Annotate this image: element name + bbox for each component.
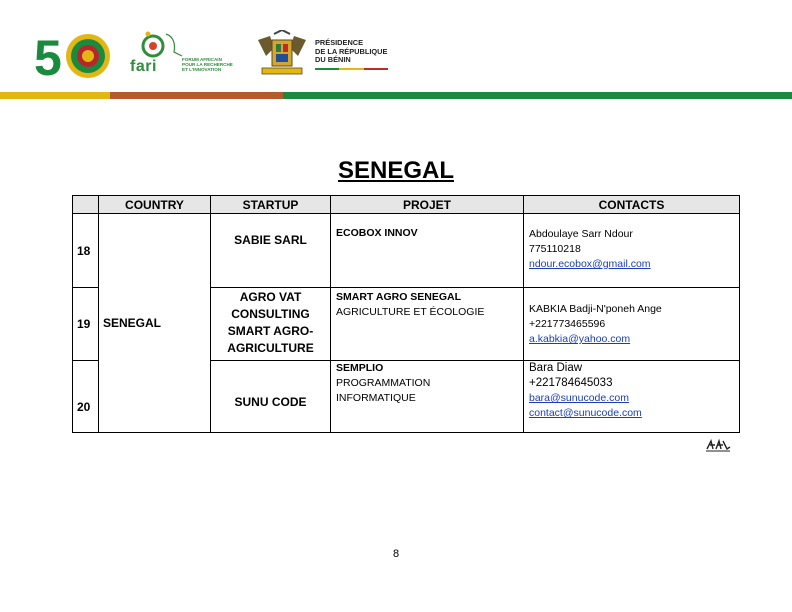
fari-tagline: FORUM AFRICAIN POUR LA RECHERCHE ET L'INNOVATION (182, 57, 233, 73)
projet-name: ECOBOX INNOV (336, 227, 418, 239)
contact-name: Bara Diaw (529, 362, 583, 374)
presidency-flag-bar (315, 68, 388, 70)
contact-phone: 775110218 (529, 243, 581, 255)
projet-description: INFORMATIQUE (336, 392, 416, 404)
startup-table (72, 195, 740, 433)
header-stripe-yellow (0, 92, 110, 99)
country-cell: SENEGAL (99, 214, 211, 433)
header-stripe-brown (110, 92, 283, 99)
row-number: 20 (73, 361, 99, 433)
contact-email-link[interactable]: bara@sunucode.com (529, 392, 629, 404)
svg-text:5: 5 (34, 30, 62, 82)
fari-logo (130, 30, 240, 78)
projet-description: AGRICULTURE ET ÉCOLOGIE (336, 306, 485, 318)
projet-description: PROGRAMMATION (336, 377, 431, 389)
projet-cell (331, 214, 524, 288)
contact-phone: +221784645033 (529, 377, 613, 389)
row-number: 18 (73, 214, 99, 288)
projet-cell (331, 361, 524, 433)
contact-email-link[interactable]: ndour.ecobox@gmail.com (529, 258, 651, 270)
anniversary-50-logo (34, 30, 112, 82)
projet-name: SMART AGRO SENEGAL (336, 291, 462, 303)
contact-cell (524, 361, 740, 433)
contact-phone: +221773465596 (529, 318, 606, 330)
signature-initials-icon (705, 438, 731, 452)
startup-cell: SUNU CODE (211, 361, 331, 433)
startup-cell: SABIE SARL (211, 214, 331, 288)
contact-cell (524, 214, 740, 288)
presidency-label: PRÉSIDENCE DE LA RÉPUBLIQUE DU BÉNIN (315, 38, 388, 65)
startup-cell: AGRO VAT CONSULTING SMART AGRO- AGRICULTURE (211, 288, 331, 361)
contact-email-link[interactable]: contact@sunucode.com (529, 407, 642, 419)
contact-name: KABKIA Badji-N'poneh Ange (529, 303, 662, 315)
table-row (73, 214, 740, 288)
header-country: COUNTRY (99, 196, 211, 214)
projet-cell (331, 288, 524, 361)
contact-name: Abdoulaye Sarr Ndour (529, 228, 633, 240)
header-startup: STARTUP (211, 196, 331, 214)
page-title: SENEGAL (337, 157, 454, 184)
page-header (0, 0, 792, 102)
header-contacts: CONTACTS (524, 196, 740, 214)
fari-mark-icon (138, 30, 188, 60)
fari-wordmark: fari (130, 58, 157, 75)
header-projet: PROJET (331, 196, 524, 214)
contact-cell (524, 288, 740, 361)
benin-coat-of-arms-icon (254, 30, 310, 78)
projet-name: SEMPLIO (336, 362, 384, 374)
row-number: 19 (73, 288, 99, 361)
table-header-row (73, 196, 740, 214)
header-number (73, 196, 99, 214)
header-stripe-green (283, 92, 792, 99)
page-number: 8 (392, 548, 400, 560)
contact-email-link[interactable]: a.kabkia@yahoo.com (529, 333, 631, 345)
